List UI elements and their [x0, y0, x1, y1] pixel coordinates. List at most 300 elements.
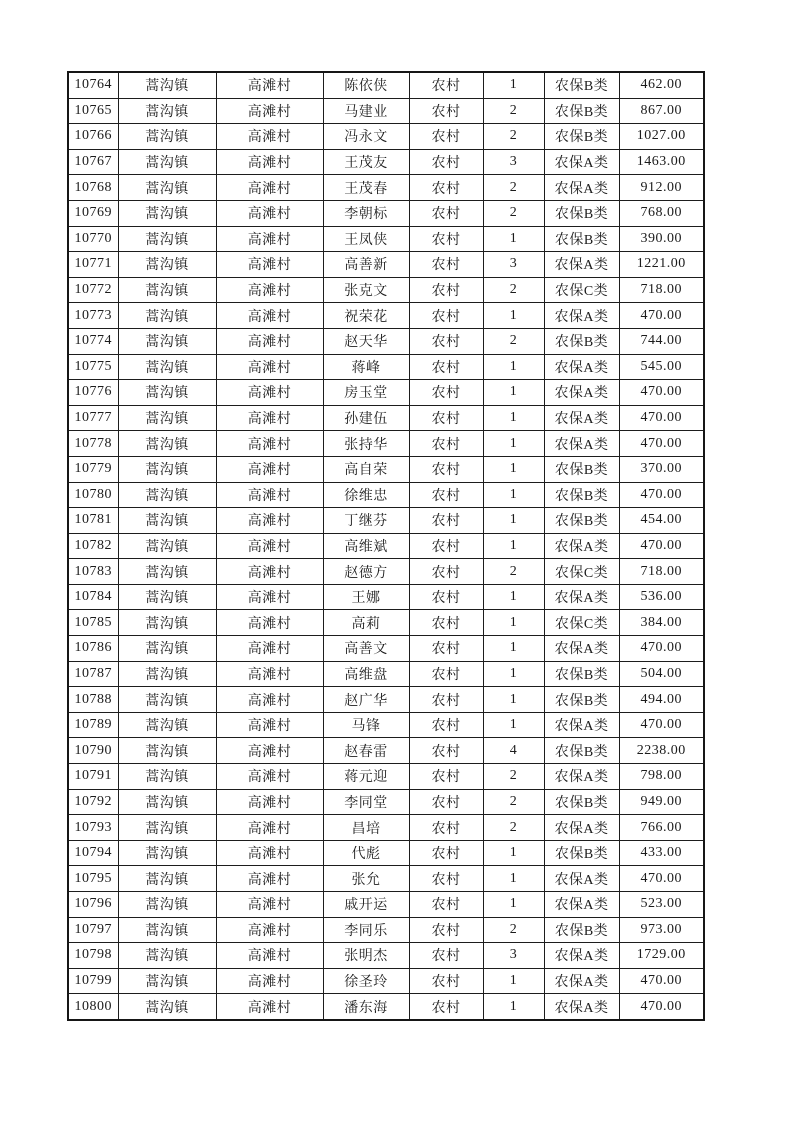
- table-cell: 农保A类: [544, 149, 619, 175]
- table-cell: 470.00: [619, 431, 704, 457]
- table-cell: 2: [483, 328, 544, 354]
- table-cell: 李同乐: [323, 917, 409, 943]
- table-cell: 766.00: [619, 815, 704, 841]
- table-cell: 1: [483, 968, 544, 994]
- table-cell: 10765: [68, 98, 118, 124]
- table-cell: 470.00: [619, 303, 704, 329]
- table-cell: 10787: [68, 661, 118, 687]
- table-cell: 高滩村: [216, 892, 323, 918]
- table-cell: 农保B类: [544, 200, 619, 226]
- table-cell: 2: [483, 917, 544, 943]
- table-cell: 蒿沟镇: [118, 508, 216, 534]
- table-cell: 蒿沟镇: [118, 840, 216, 866]
- table-cell: 10774: [68, 328, 118, 354]
- table-cell: 蒿沟镇: [118, 72, 216, 98]
- table-cell: 农保C类: [544, 277, 619, 303]
- table-cell: 494.00: [619, 687, 704, 713]
- table-cell: 高滩村: [216, 149, 323, 175]
- table-cell: 10796: [68, 892, 118, 918]
- table-cell: 农村: [409, 994, 483, 1020]
- table-row: [68, 72, 704, 98]
- table-row: [68, 968, 704, 994]
- table-row: [68, 303, 704, 329]
- table-cell: 蒿沟镇: [118, 200, 216, 226]
- table-cell: 昌培: [323, 815, 409, 841]
- table-row: [68, 277, 704, 303]
- table-cell: 1: [483, 866, 544, 892]
- table-cell: 农村: [409, 380, 483, 406]
- table-cell: 冯永文: [323, 124, 409, 150]
- table-cell: 1: [483, 431, 544, 457]
- table-cell: 高滩村: [216, 687, 323, 713]
- table-row: [68, 687, 704, 713]
- table-cell: 高滩村: [216, 456, 323, 482]
- table-row: [68, 405, 704, 431]
- table-cell: 1: [483, 840, 544, 866]
- table-cell: 高滩村: [216, 431, 323, 457]
- table-cell: 农保B类: [544, 917, 619, 943]
- table-cell: 农村: [409, 482, 483, 508]
- table-cell: 10795: [68, 866, 118, 892]
- table-cell: 10791: [68, 764, 118, 790]
- table-cell: 蒿沟镇: [118, 405, 216, 431]
- table-cell: 农保A类: [544, 431, 619, 457]
- table-row: [68, 431, 704, 457]
- table-cell: 农村: [409, 661, 483, 687]
- table-cell: 10772: [68, 277, 118, 303]
- table-cell: 10776: [68, 380, 118, 406]
- table-cell: 高滩村: [216, 303, 323, 329]
- table-cell: 蒿沟镇: [118, 943, 216, 969]
- table-cell: 高滩村: [216, 840, 323, 866]
- table-cell: 蒿沟镇: [118, 252, 216, 278]
- table-cell: 1: [483, 482, 544, 508]
- table-cell: 高滩村: [216, 636, 323, 662]
- table-row: [68, 892, 704, 918]
- table-cell: 农村: [409, 815, 483, 841]
- table-row: [68, 610, 704, 636]
- table-row: [68, 124, 704, 150]
- table-cell: 1: [483, 533, 544, 559]
- table-cell: 10792: [68, 789, 118, 815]
- table-cell: 768.00: [619, 200, 704, 226]
- table-cell: 10782: [68, 533, 118, 559]
- table-cell: 农村: [409, 789, 483, 815]
- table-cell: 10784: [68, 584, 118, 610]
- table-cell: 蒿沟镇: [118, 277, 216, 303]
- table-cell: 10800: [68, 994, 118, 1020]
- table-cell: 农村: [409, 175, 483, 201]
- table-cell: 蒿沟镇: [118, 866, 216, 892]
- table-cell: 高滩村: [216, 98, 323, 124]
- table-cell: 949.00: [619, 789, 704, 815]
- table-cell: 470.00: [619, 482, 704, 508]
- table-cell: 高维斌: [323, 533, 409, 559]
- table-cell: 赵天华: [323, 328, 409, 354]
- table-cell: 蒿沟镇: [118, 584, 216, 610]
- table-cell: 2: [483, 559, 544, 585]
- table-cell: 10777: [68, 405, 118, 431]
- table-cell: 蒿沟镇: [118, 559, 216, 585]
- table-cell: 蒿沟镇: [118, 124, 216, 150]
- table-cell: 384.00: [619, 610, 704, 636]
- table-cell: 农村: [409, 559, 483, 585]
- table-cell: 赵广华: [323, 687, 409, 713]
- table-cell: 高滩村: [216, 789, 323, 815]
- table-cell: 高滩村: [216, 661, 323, 687]
- table-cell: 赵德方: [323, 559, 409, 585]
- table-cell: 1: [483, 303, 544, 329]
- table-row: [68, 98, 704, 124]
- table-cell: 蒿沟镇: [118, 712, 216, 738]
- table-cell: 蒿沟镇: [118, 661, 216, 687]
- table-row: [68, 636, 704, 662]
- table-cell: 房玉堂: [323, 380, 409, 406]
- table-cell: 农村: [409, 636, 483, 662]
- table-cell: 10768: [68, 175, 118, 201]
- table-cell: 张允: [323, 866, 409, 892]
- table-row: [68, 559, 704, 585]
- table-cell: 3: [483, 149, 544, 175]
- table-cell: 农村: [409, 917, 483, 943]
- table-cell: 高滩村: [216, 533, 323, 559]
- table-cell: 蒿沟镇: [118, 456, 216, 482]
- table-cell: 高滩村: [216, 72, 323, 98]
- table-cell: 973.00: [619, 917, 704, 943]
- table-cell: 1: [483, 226, 544, 252]
- table-cell: 农村: [409, 712, 483, 738]
- table-cell: 农保A类: [544, 636, 619, 662]
- table-cell: 高滩村: [216, 226, 323, 252]
- table-cell: 蒿沟镇: [118, 764, 216, 790]
- table-cell: 农保C类: [544, 610, 619, 636]
- table-cell: 蒿沟镇: [118, 815, 216, 841]
- table-cell: 470.00: [619, 405, 704, 431]
- table-cell: 农村: [409, 610, 483, 636]
- table-cell: 10788: [68, 687, 118, 713]
- table-cell: 1: [483, 892, 544, 918]
- table-cell: 农村: [409, 252, 483, 278]
- table-cell: 农保A类: [544, 252, 619, 278]
- table-row: [68, 533, 704, 559]
- table-cell: 10764: [68, 72, 118, 98]
- table-row: [68, 917, 704, 943]
- table-cell: 农村: [409, 508, 483, 534]
- table-cell: 蒿沟镇: [118, 968, 216, 994]
- table-row: [68, 226, 704, 252]
- table-cell: 545.00: [619, 354, 704, 380]
- table-cell: 高维盘: [323, 661, 409, 687]
- table-cell: 10798: [68, 943, 118, 969]
- table-cell: 470.00: [619, 712, 704, 738]
- table-cell: 1729.00: [619, 943, 704, 969]
- table-row: [68, 584, 704, 610]
- table-cell: 农村: [409, 943, 483, 969]
- table-cell: 470.00: [619, 636, 704, 662]
- table-cell: 454.00: [619, 508, 704, 534]
- table-cell: 农保A类: [544, 405, 619, 431]
- table-cell: 农保A类: [544, 303, 619, 329]
- table-cell: 1: [483, 354, 544, 380]
- table-cell: 470.00: [619, 994, 704, 1020]
- table-cell: 高自荣: [323, 456, 409, 482]
- table-cell: 高滩村: [216, 610, 323, 636]
- table-row: [68, 328, 704, 354]
- table-cell: 高滩村: [216, 559, 323, 585]
- table-cell: 1: [483, 72, 544, 98]
- table-cell: 祝荣花: [323, 303, 409, 329]
- table-row: [68, 508, 704, 534]
- table-cell: 农保A类: [544, 968, 619, 994]
- payment-roster-table-body: [68, 72, 704, 1020]
- table-cell: 10769: [68, 200, 118, 226]
- table-cell: 王娜: [323, 584, 409, 610]
- table-cell: 1221.00: [619, 252, 704, 278]
- table-cell: 蒿沟镇: [118, 175, 216, 201]
- table-cell: 马建业: [323, 98, 409, 124]
- table-cell: 高滩村: [216, 815, 323, 841]
- table-cell: 1: [483, 380, 544, 406]
- table-cell: 赵春雷: [323, 738, 409, 764]
- table-cell: 农保A类: [544, 994, 619, 1020]
- table-cell: 戚开运: [323, 892, 409, 918]
- table-cell: 2: [483, 124, 544, 150]
- table-row: [68, 354, 704, 380]
- table-cell: 3: [483, 252, 544, 278]
- table-cell: 蒿沟镇: [118, 149, 216, 175]
- table-cell: 蒿沟镇: [118, 917, 216, 943]
- payment-roster-table: [67, 71, 705, 1021]
- table-cell: 10785: [68, 610, 118, 636]
- table-cell: 农村: [409, 98, 483, 124]
- table-cell: 农村: [409, 687, 483, 713]
- table-cell: 蒿沟镇: [118, 994, 216, 1020]
- table-cell: 农村: [409, 456, 483, 482]
- table-cell: 高滩村: [216, 917, 323, 943]
- table-cell: 农保B类: [544, 789, 619, 815]
- table-cell: 高滩村: [216, 405, 323, 431]
- table-cell: 10781: [68, 508, 118, 534]
- table-cell: 马锋: [323, 712, 409, 738]
- table-cell: 徐维忠: [323, 482, 409, 508]
- table-cell: 农保B类: [544, 508, 619, 534]
- table-cell: 523.00: [619, 892, 704, 918]
- table-cell: 718.00: [619, 277, 704, 303]
- table-cell: 蒿沟镇: [118, 892, 216, 918]
- table-cell: 李同堂: [323, 789, 409, 815]
- table-cell: 390.00: [619, 226, 704, 252]
- table-cell: 2: [483, 277, 544, 303]
- table-row: [68, 764, 704, 790]
- table-cell: 10775: [68, 354, 118, 380]
- table-cell: 1: [483, 405, 544, 431]
- table-cell: 高滩村: [216, 866, 323, 892]
- table-row: [68, 815, 704, 841]
- table-cell: 718.00: [619, 559, 704, 585]
- table-cell: 536.00: [619, 584, 704, 610]
- table-cell: 农村: [409, 354, 483, 380]
- table-cell: 1463.00: [619, 149, 704, 175]
- table-cell: 王茂友: [323, 149, 409, 175]
- table-cell: 10786: [68, 636, 118, 662]
- table-cell: 912.00: [619, 175, 704, 201]
- table-cell: 农保B类: [544, 98, 619, 124]
- table-cell: 蒿沟镇: [118, 738, 216, 764]
- table-row: [68, 252, 704, 278]
- table-cell: 10780: [68, 482, 118, 508]
- table-row: [68, 738, 704, 764]
- table-cell: 农村: [409, 738, 483, 764]
- table-cell: 高滩村: [216, 508, 323, 534]
- table-cell: 高滩村: [216, 764, 323, 790]
- table-cell: 1: [483, 636, 544, 662]
- table-cell: 农村: [409, 149, 483, 175]
- table-cell: 高滩村: [216, 124, 323, 150]
- table-cell: 农保B类: [544, 124, 619, 150]
- table-cell: 农村: [409, 533, 483, 559]
- table-cell: 农保B类: [544, 840, 619, 866]
- table-cell: 蒿沟镇: [118, 687, 216, 713]
- table-cell: 10779: [68, 456, 118, 482]
- table-cell: 高莉: [323, 610, 409, 636]
- table-cell: 470.00: [619, 968, 704, 994]
- table-cell: 高滩村: [216, 482, 323, 508]
- table-cell: 农村: [409, 277, 483, 303]
- table-cell: 蒿沟镇: [118, 98, 216, 124]
- table-cell: 高善新: [323, 252, 409, 278]
- table-cell: 农村: [409, 405, 483, 431]
- table-row: [68, 712, 704, 738]
- table-cell: 农保A类: [544, 866, 619, 892]
- table-cell: 农村: [409, 226, 483, 252]
- table-row: [68, 175, 704, 201]
- table-cell: 2: [483, 175, 544, 201]
- table-cell: 蒿沟镇: [118, 431, 216, 457]
- table-cell: 蒿沟镇: [118, 610, 216, 636]
- table-cell: 蒿沟镇: [118, 303, 216, 329]
- table-cell: 高滩村: [216, 200, 323, 226]
- table-row: [68, 380, 704, 406]
- table-cell: 370.00: [619, 456, 704, 482]
- table-cell: 10766: [68, 124, 118, 150]
- table-cell: 农保A类: [544, 175, 619, 201]
- table-cell: 农保C类: [544, 559, 619, 585]
- table-cell: 陈依侠: [323, 72, 409, 98]
- table-cell: 1: [483, 994, 544, 1020]
- table-cell: 高滩村: [216, 354, 323, 380]
- table-cell: 10794: [68, 840, 118, 866]
- table-row: [68, 840, 704, 866]
- table-cell: 10783: [68, 559, 118, 585]
- table-cell: 张持华: [323, 431, 409, 457]
- table-cell: 高滩村: [216, 328, 323, 354]
- table-cell: 孙建伍: [323, 405, 409, 431]
- table-row: [68, 200, 704, 226]
- table-cell: 农保B类: [544, 456, 619, 482]
- table-cell: 470.00: [619, 533, 704, 559]
- table-row: [68, 866, 704, 892]
- table-cell: 470.00: [619, 380, 704, 406]
- table-cell: 2: [483, 764, 544, 790]
- table-cell: 王凤侠: [323, 226, 409, 252]
- table-cell: 1027.00: [619, 124, 704, 150]
- table-cell: 1: [483, 584, 544, 610]
- table-cell: 蒿沟镇: [118, 380, 216, 406]
- table-cell: 高滩村: [216, 943, 323, 969]
- table-cell: 蒿沟镇: [118, 789, 216, 815]
- table-cell: 农保B类: [544, 687, 619, 713]
- table-cell: 2: [483, 98, 544, 124]
- table-cell: 10797: [68, 917, 118, 943]
- table-cell: 农村: [409, 866, 483, 892]
- table-cell: 10799: [68, 968, 118, 994]
- table-cell: 蒋元迎: [323, 764, 409, 790]
- table-cell: 高滩村: [216, 584, 323, 610]
- table-cell: 高滩村: [216, 175, 323, 201]
- table-row: [68, 994, 704, 1020]
- table-cell: 2: [483, 789, 544, 815]
- table-cell: 农保A类: [544, 892, 619, 918]
- table-cell: 张明杰: [323, 943, 409, 969]
- table-cell: 农保B类: [544, 72, 619, 98]
- table-cell: 代彪: [323, 840, 409, 866]
- table-cell: 1: [483, 661, 544, 687]
- table-cell: 农保B类: [544, 226, 619, 252]
- table-cell: 高滩村: [216, 738, 323, 764]
- table-cell: 农保A类: [544, 764, 619, 790]
- table-cell: 农保A类: [544, 712, 619, 738]
- table-cell: 农村: [409, 303, 483, 329]
- table-cell: 3: [483, 943, 544, 969]
- table-cell: 蒿沟镇: [118, 328, 216, 354]
- table-cell: 农村: [409, 72, 483, 98]
- table-cell: 高滩村: [216, 380, 323, 406]
- table-row: [68, 789, 704, 815]
- table-row: [68, 943, 704, 969]
- table-cell: 867.00: [619, 98, 704, 124]
- table-cell: 王茂春: [323, 175, 409, 201]
- table-cell: 2: [483, 200, 544, 226]
- table-cell: 蒿沟镇: [118, 354, 216, 380]
- table-cell: 农村: [409, 200, 483, 226]
- table-cell: 农保B类: [544, 738, 619, 764]
- table-cell: 农保B类: [544, 661, 619, 687]
- table-row: [68, 456, 704, 482]
- table-row: [68, 149, 704, 175]
- table-cell: 1: [483, 456, 544, 482]
- table-cell: 农村: [409, 764, 483, 790]
- table-cell: 农保B类: [544, 328, 619, 354]
- table-row: [68, 482, 704, 508]
- table-cell: 蒿沟镇: [118, 482, 216, 508]
- table-cell: 徐圣玲: [323, 968, 409, 994]
- table-cell: 1: [483, 610, 544, 636]
- table-cell: 农保A类: [544, 584, 619, 610]
- table-cell: 高滩村: [216, 712, 323, 738]
- table-cell: 4: [483, 738, 544, 764]
- table-cell: 高滩村: [216, 277, 323, 303]
- table-cell: 1: [483, 712, 544, 738]
- table-cell: 农村: [409, 840, 483, 866]
- table-cell: 433.00: [619, 840, 704, 866]
- table-cell: 农村: [409, 124, 483, 150]
- table-cell: 潘东海: [323, 994, 409, 1020]
- table-cell: 农保A类: [544, 354, 619, 380]
- table-cell: 农保B类: [544, 482, 619, 508]
- table-cell: 2238.00: [619, 738, 704, 764]
- table-cell: 李朝标: [323, 200, 409, 226]
- table-cell: 蒿沟镇: [118, 226, 216, 252]
